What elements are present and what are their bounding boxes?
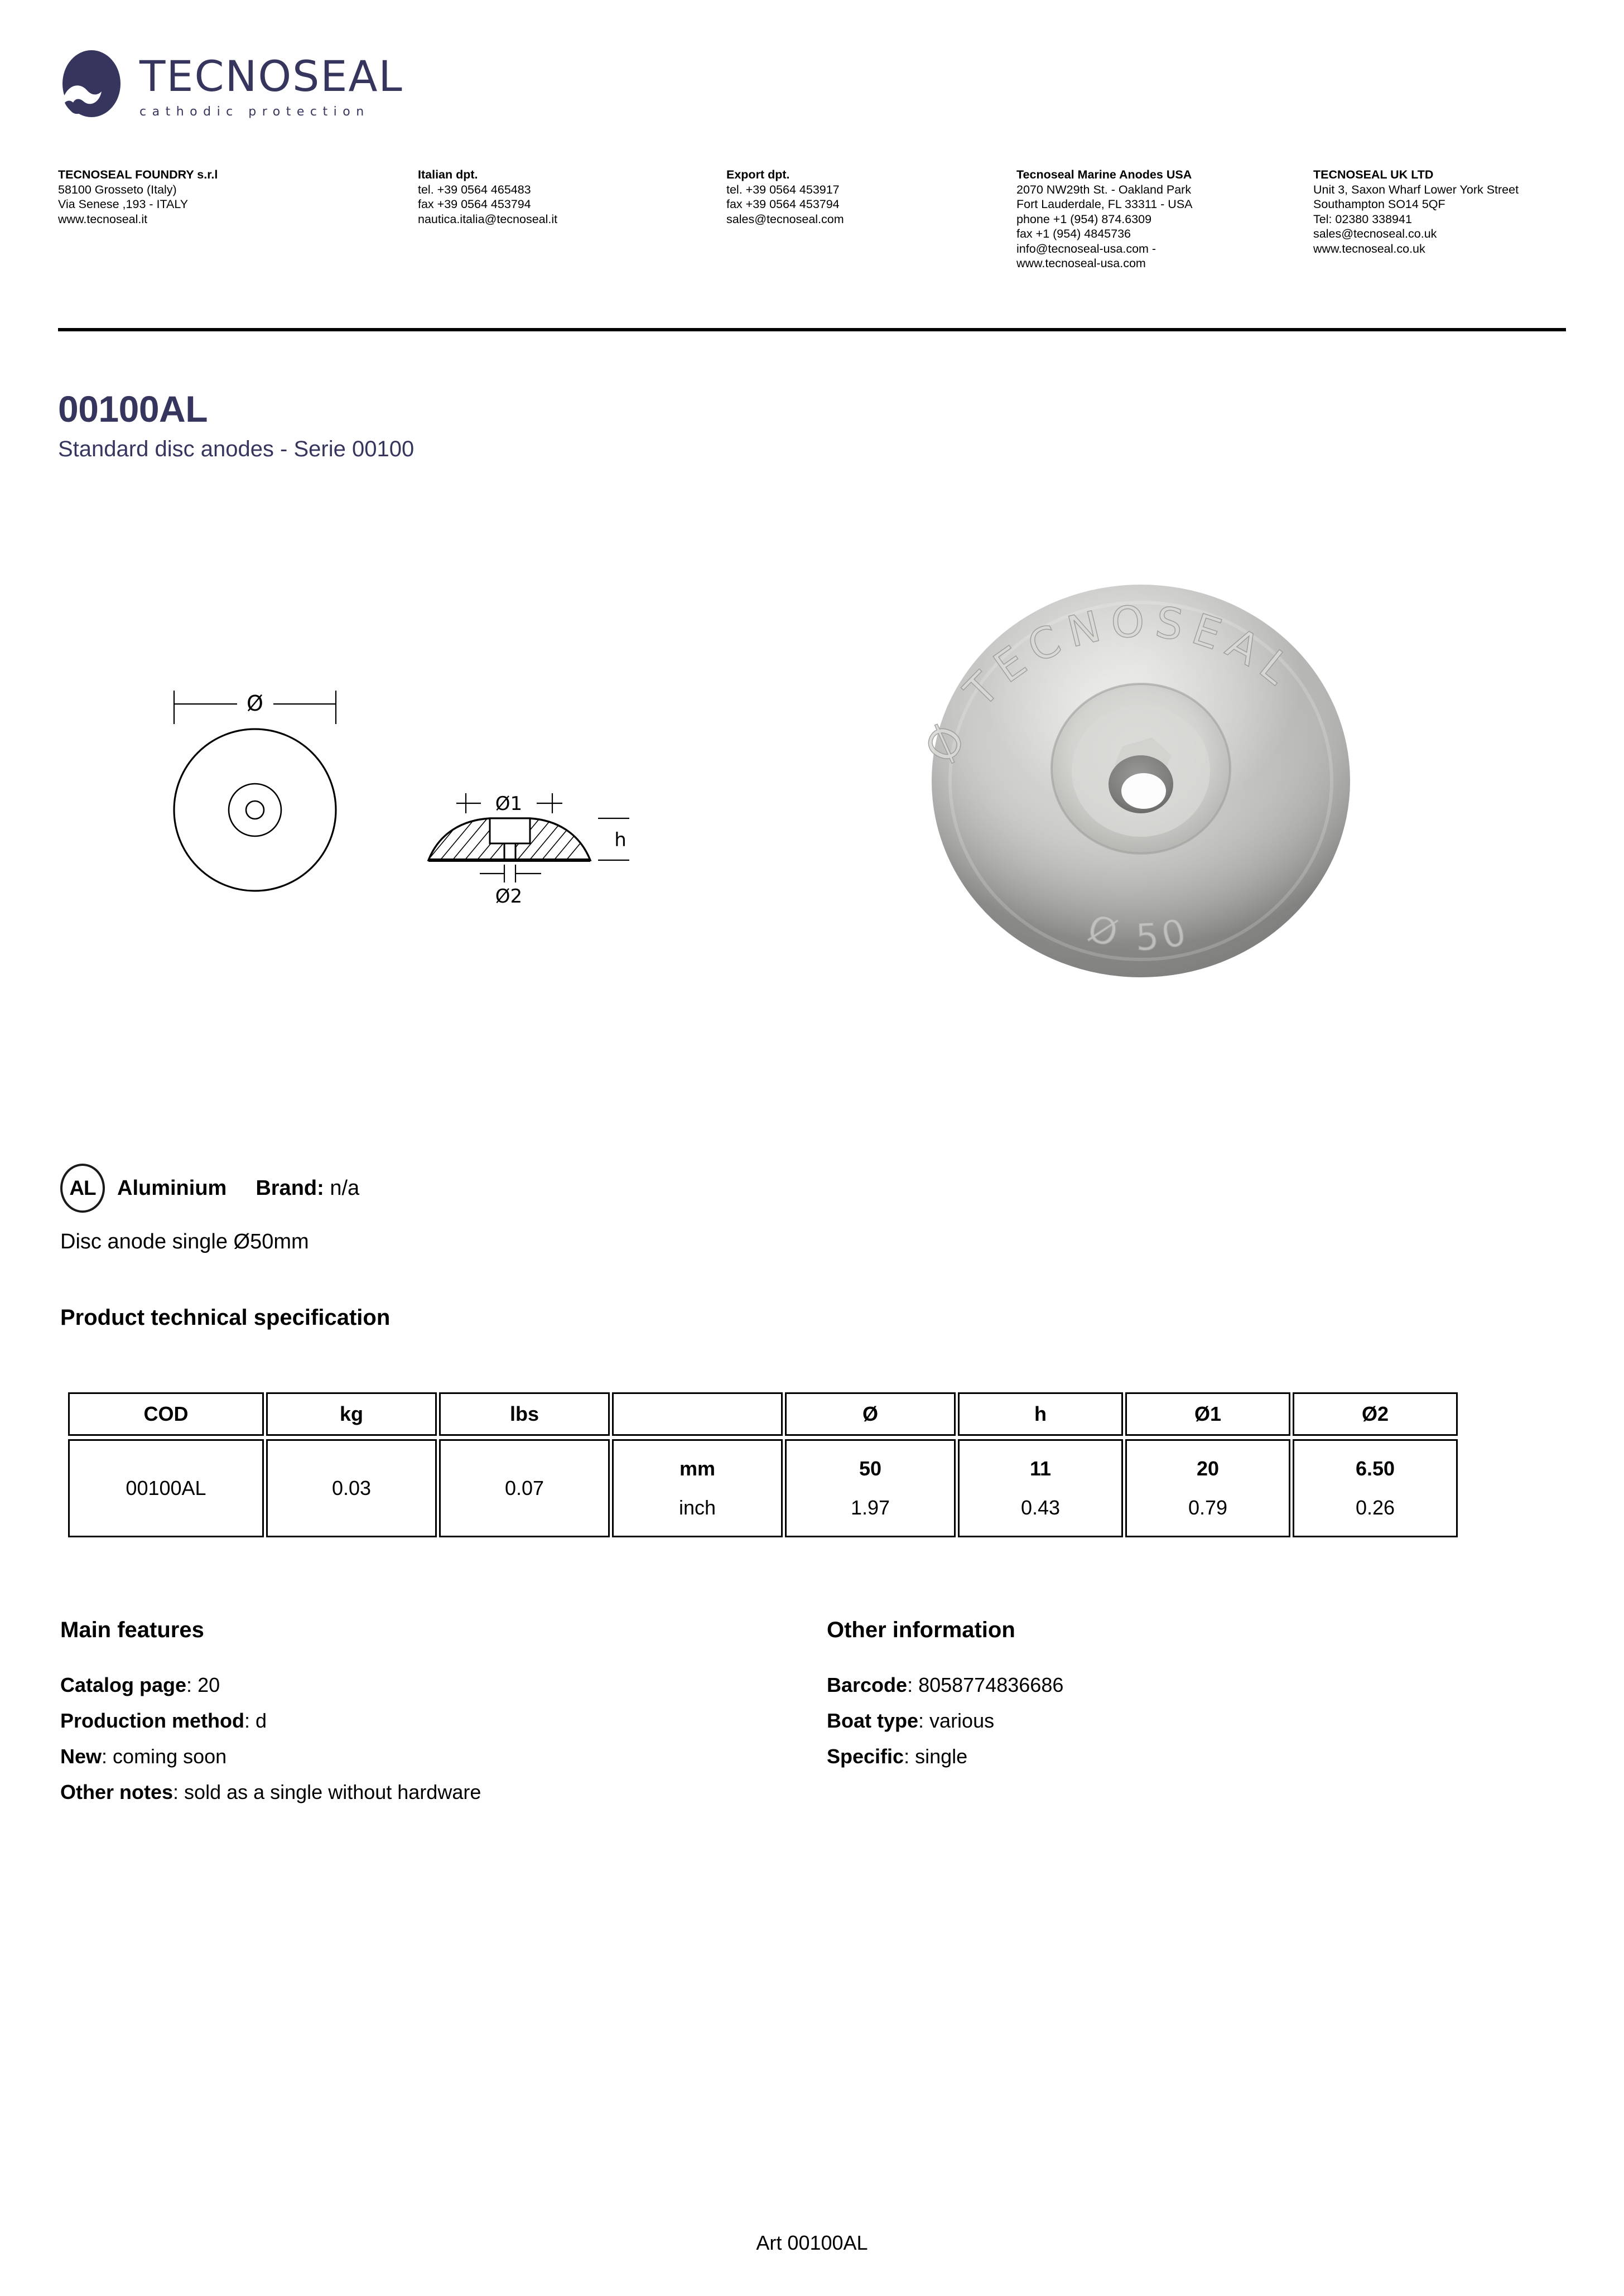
- contact-line: fax +1 (954) 4845736: [1016, 227, 1131, 240]
- contact-line: www.tecnoseal.co.uk: [1313, 242, 1425, 255]
- contact-line: fax +39 0564 453794: [418, 197, 531, 211]
- header-divider: [58, 328, 1566, 331]
- spec-table: [66, 1389, 1460, 1541]
- contact-line: 2070 NW29th St. - Oakland Park: [1016, 182, 1192, 196]
- contact-line: Via Senese ,193 - ITALY: [58, 197, 189, 211]
- product-photo-svg: [859, 530, 1423, 993]
- contact-line: sales@tecnoseal.co.uk: [1313, 227, 1437, 240]
- page-subtitle: Standard disc anodes - Serie 00100: [58, 437, 415, 461]
- cell-diameter-mm: 50: [859, 1456, 882, 1480]
- contact-column-usa: [1016, 167, 1307, 271]
- contact-line: info@tecnoseal-usa.com -: [1016, 242, 1156, 255]
- contact-title: Tecnoseal Marine Anodes USA: [1016, 168, 1192, 181]
- main-features-heading: Main features: [60, 1618, 204, 1642]
- embossed-brand-text: Ø TECNOSEAL: [915, 596, 1307, 770]
- cell-diameter-inch: 1.97: [850, 1496, 890, 1520]
- contact-line: sales@tecnoseal.com: [726, 212, 844, 226]
- header-cell-d2: Ø2: [1293, 1392, 1458, 1436]
- contact-line: fax +39 0564 453794: [726, 197, 840, 211]
- cell-lbs: 0.07: [439, 1439, 610, 1537]
- cell-d2: [1293, 1439, 1458, 1537]
- cell-cod: 00100AL: [68, 1439, 264, 1537]
- cell-d1-mm: 20: [1196, 1456, 1220, 1480]
- header-cell-cod: COD: [68, 1392, 264, 1436]
- drawing-svg: [162, 664, 664, 920]
- info-barcode: Barcode: 8058774836686: [827, 1673, 1064, 1696]
- contact-title: Export dpt.: [726, 168, 790, 181]
- drawing-label-diameter: Ø: [247, 691, 263, 716]
- contact-line: nautica.italia@tecnoseal.it: [418, 212, 558, 226]
- logo-text: [139, 52, 403, 119]
- header-cell-diameter: Ø: [785, 1392, 956, 1436]
- header-cell-height: h: [958, 1392, 1123, 1436]
- contact-line: tel. +39 0564 465483: [418, 182, 531, 196]
- header-cell-kg: kg: [266, 1392, 437, 1436]
- company-logo: [58, 49, 403, 122]
- contact-line: tel. +39 0564 453917: [726, 182, 840, 196]
- cell-kg: 0.03: [266, 1439, 437, 1537]
- feature-catalog-page: Catalog page: 20: [60, 1673, 220, 1696]
- feature-production-method: Production method: d: [60, 1709, 267, 1732]
- contact-line: www.tecnoseal.it: [58, 212, 148, 226]
- contact-line: Fort Lauderdale, FL 33311 - USA: [1016, 197, 1193, 211]
- technical-drawings: [162, 664, 664, 920]
- brand-label: Brand: n/a: [256, 1176, 360, 1200]
- brand-value: n/a: [330, 1176, 360, 1200]
- spec-section-heading: Product technical specification: [60, 1305, 391, 1330]
- logo-tagline: cathodic protection: [139, 105, 370, 119]
- contact-line: Unit 3, Saxon Wharf Lower York Street: [1313, 182, 1519, 196]
- contact-line: Tel: 02380 338941: [1313, 212, 1412, 226]
- other-information-heading: Other information: [827, 1618, 1015, 1642]
- product-photo: [859, 530, 1423, 993]
- contact-line: Southampton SO14 5QF: [1313, 197, 1445, 211]
- logo-wordmark: TECNOSEAL: [139, 51, 403, 101]
- page-title: 00100AL: [58, 388, 208, 430]
- contact-column-italian: [418, 167, 708, 226]
- cell-units: [612, 1439, 783, 1537]
- contact-line: 58100 Grosseto (Italy): [58, 182, 177, 196]
- contact-line: phone +1 (954) 874.6309: [1016, 212, 1152, 226]
- cell-height-mm: 11: [1029, 1456, 1052, 1480]
- cell-diameter: [785, 1439, 956, 1537]
- contact-title: Italian dpt.: [418, 168, 478, 181]
- tecnoseal-wave-logo-icon: [58, 49, 125, 122]
- header-cell-d1: Ø1: [1125, 1392, 1290, 1436]
- material-badge-icon: AL: [60, 1164, 105, 1213]
- header-cell-lbs: lbs: [439, 1392, 610, 1436]
- contact-column-export: [726, 167, 1016, 226]
- cell-height-inch: 0.43: [1020, 1496, 1061, 1520]
- contact-title: TECNOSEAL UK LTD: [1313, 168, 1434, 181]
- drawing-label-h: h: [614, 829, 627, 851]
- contact-title: TECNOSEAL FOUNDRY s.r.l: [58, 168, 218, 181]
- product-description: Disc anode single Ø50mm: [60, 1230, 309, 1253]
- cell-height: [958, 1439, 1123, 1537]
- cell-unit-inch: inch: [678, 1496, 716, 1520]
- cell-d2-inch: 0.26: [1355, 1496, 1395, 1520]
- table-row: [68, 1439, 1458, 1537]
- drawing-label-d2: Ø2: [495, 885, 523, 908]
- info-boat-type: Boat type: various: [827, 1709, 995, 1732]
- table-header-row: [68, 1392, 1458, 1436]
- embossed-size-text: Ø 50: [1083, 906, 1196, 959]
- footer-article-code: Art 00100AL: [756, 2231, 868, 2254]
- other-information-section: [827, 1618, 1552, 1774]
- cell-d1: [1125, 1439, 1290, 1537]
- material-name: Aluminium: [117, 1176, 227, 1200]
- cell-d2-mm: 6.50: [1355, 1456, 1395, 1480]
- feature-other-notes: Other notes: sold as a single without hardware: [60, 1781, 481, 1803]
- header-cell-unit: [612, 1392, 783, 1436]
- main-features-section: [60, 1618, 786, 1810]
- contact-line: www.tecnoseal-usa.com: [1016, 257, 1146, 270]
- contact-column-foundry: [58, 167, 348, 226]
- cell-d1-inch: 0.79: [1188, 1496, 1228, 1520]
- info-specific: Specific: single: [827, 1745, 968, 1768]
- feature-new: New: coming soon: [60, 1745, 227, 1768]
- drawing-label-d1: Ø1: [495, 793, 523, 815]
- contact-column-uk: [1313, 167, 1624, 256]
- material-row: [60, 1166, 359, 1210]
- contact-block: [58, 167, 1564, 279]
- cell-unit-mm: mm: [679, 1456, 716, 1480]
